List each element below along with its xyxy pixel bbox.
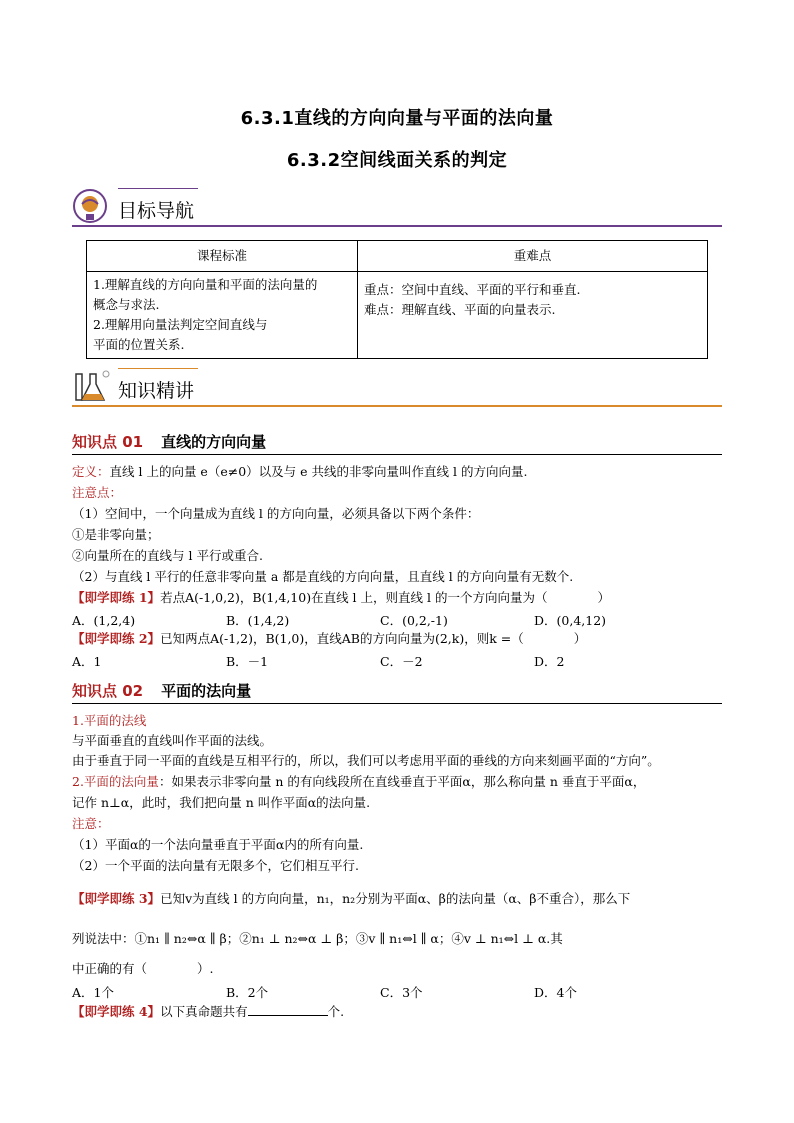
kp2-heading-normal-line: 1.平面的法线 (72, 713, 147, 728)
exercise-2: 【即学即练 2】已知两点A(-1,2)，B(1,0)，直线AB的方向向量为(2,k)，则k =（ ） (72, 631, 587, 646)
kp2-paragraph-3: 2.平面的法向量：如果表示非零向量 n 的有向线段所在直线垂直于平面α，那么称向量 n 垂直于平面α， (72, 774, 646, 789)
exercise-3: 【即学即练 3】已知v为直线 l 的方向向量，n₁，n₂分别为平面α、β的法向量（α、β不重合），那么下 (72, 891, 631, 906)
kp2-paragraph-2: 由于垂直于同一平面的直线是互相平行的，所以，我们可以考虑用平面的垂线的方向来刻画平面的“方向”。 (72, 753, 660, 768)
standards-cell: 1.理解直线的方向向量和平面的法向量的 概念与求法. 2.理解用向量法判定空间直线与 平面的位置关系. (87, 272, 358, 359)
kp2-note-1: （1）平面α的一个法向量垂直于平面α内的所有向量. (72, 837, 364, 852)
knowledge-section-header (72, 368, 722, 404)
ex2-option-a: A．1 (72, 654, 102, 669)
kp1-note-label: 注意点： (72, 485, 123, 500)
ex1-option-b: B．(1,4,2) (226, 613, 290, 628)
table-header-keypoints: 重难点 (358, 241, 708, 272)
goal-section-header (72, 188, 722, 224)
ex3-option-a: A．1个 (72, 985, 114, 1000)
kp2-note-label: 注意： (72, 816, 110, 831)
ex3-option-b: B．2个 (226, 985, 269, 1000)
ex1-option-a: A．(1,2,4) (72, 613, 136, 628)
exercise-4: 【即学即练 4】以下真命题共有 个. (72, 1004, 345, 1019)
knowledge-divider (72, 405, 722, 407)
kp2-divider (72, 703, 722, 704)
kp1-note-1: （1）空间中，一个向量成为直线 l 的方向向量，必须具备以下两个条件： (72, 506, 480, 521)
exercise-1: 【即学即练 1】若点A(-1,0,2)，B(1,4,10)在直线 l 上，则直线 l 的一个方向向量为（ ） (72, 590, 610, 605)
sub-title: 6.3.2空间线面关系的判定 (286, 150, 508, 171)
answer-blank[interactable] (248, 1003, 328, 1016)
kp1-note-3: ②向量所在的直线与 l 平行或重合. (72, 548, 263, 563)
knowledge-section-label: 知识精讲 (118, 380, 195, 402)
kp1-note-2: ①是非零向量； (72, 527, 160, 542)
keypoints-cell: 重点：空间中直线、平面的平行和垂直. 难点：理解直线、平面的向量表示. (358, 272, 708, 359)
exercise-3-question: 中正确的有（ ）. (72, 961, 214, 976)
ex1-option-d: D．(0,4,12) (534, 613, 607, 628)
main-title: 6.3.1直线的方向向量与平面的法向量 (240, 108, 554, 129)
kp1-heading: 知识点 01 直线的方向向量 (72, 433, 267, 451)
goal-divider (72, 225, 722, 227)
flask-icon (72, 368, 112, 404)
kp1-note-4: （2）与直线 l 平行的任意非零向量 a 都是直线的方向向量，且直线 l 的方向向量有无数个. (72, 569, 574, 584)
kp2-paragraph-1: 与平面垂直的直线叫作平面的法线。 (72, 733, 273, 748)
kp2-note-2: （2）一个平面的法向量有无限多个，它们相互平行. (72, 858, 359, 873)
ex1-option-c: C．(0,2,-1) (380, 613, 448, 628)
table-header-standards: 课程标准 (87, 241, 358, 272)
kp1-divider (72, 454, 722, 455)
goal-section-label: 目标导航 (118, 200, 195, 222)
brain-head-icon (72, 188, 112, 224)
objectives-table (86, 240, 708, 359)
ex2-option-b: B．－1 (226, 654, 269, 669)
ex2-option-d: D．2 (534, 654, 565, 669)
ex3-option-c: C．3个 (380, 985, 423, 1000)
ex3-option-d: D．4个 (534, 985, 577, 1000)
kp2-paragraph-4: 记作 n⊥α，此时，我们把向量 n 叫作平面α的法向量. (72, 795, 371, 810)
kp2-heading: 知识点 02 平面的法向量 (72, 682, 252, 700)
ex2-option-c: C．－2 (380, 654, 423, 669)
kp1-definition: 定义：直线 l 上的向量 e（e≠0）以及与 e 共线的非零向量叫作直线 l 的方向向量. (72, 464, 528, 479)
exercise-3-statements: 列说法中：①n₁ ∥ n₂⇔α ∥ β；②n₁ ⊥ n₂⇔α ⊥ β；③v ∥ n₁⇔l ∥ α；④v ⊥ n₁⇔l ⊥ α.其 (72, 931, 563, 946)
